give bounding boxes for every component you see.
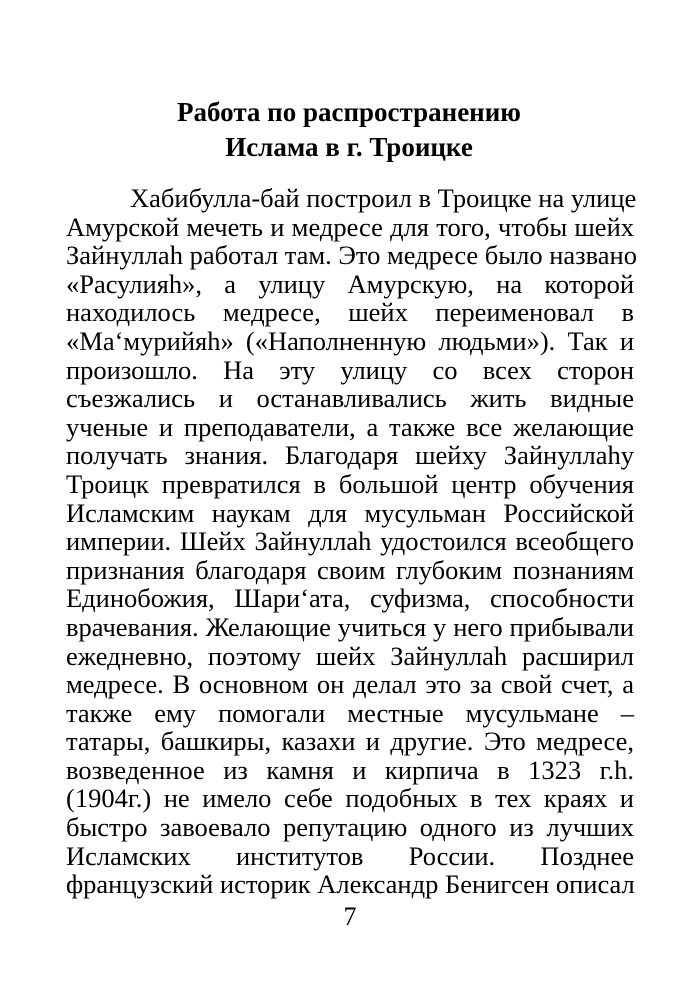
body-line: французский историк Александр Бенигсен описал — [66, 869, 635, 900]
body-line: находилось медресе, шейх переименовал в — [66, 297, 634, 328]
body-line: Исламским наукам для мусульман Российской — [66, 497, 634, 528]
body-line: Зайнуллаһ работал там. Это медресе было названо — [66, 240, 637, 271]
page-number: 7 — [343, 902, 357, 931]
body-line: получать знания. Благодаря шейху Зайнуллаһу — [66, 440, 634, 471]
body-line: ежедневно, поэтому шейх Зайнуллаһ расширил — [66, 640, 634, 671]
body-paragraph — [66, 183, 637, 900]
body-line: возведенное из камня и кирпича в 1323 г.һ. — [66, 754, 634, 785]
body-line: (1904г.) не имело себе подобных в тех краях и — [66, 783, 634, 814]
body-line: Хабибулла-бай построил в Троицке на улице — [130, 183, 637, 213]
body-line: татары, башкиры, казахи и другие. Это медресе, — [66, 726, 634, 757]
body-line: «Расулияһ», а улицу Амурскую, на которой — [66, 268, 634, 299]
body-line: быстро завоевало репутацию одного из лучших — [66, 812, 634, 843]
body-line: признания благодаря своим глубоким познаниям — [66, 554, 634, 585]
body-line: произошло. На эту улицу со всех сторон — [66, 354, 634, 385]
body-line: съезжались и останавливались жить видные — [66, 383, 634, 414]
section-title-line-2: Ислама в г. Троицке — [225, 132, 473, 162]
body-line: «Маʻмурийяһ» («Наполненную людьми»). Так и — [66, 325, 634, 356]
body-line: также ему помогали местные мусульмане – — [66, 697, 634, 728]
body-line: Исламских институтов России. Позднее — [66, 840, 634, 871]
body-line: ученые и преподаватели, а также все желающие — [66, 411, 634, 442]
body-line: империи. Шейх Зайнуллаһ удостоился всеобщего — [66, 526, 634, 557]
body-line: Единобожия, Шариʻата, суфизма, способности — [66, 583, 634, 614]
body-line: Амурской мечеть и медресе для того, чтобы шейх — [66, 211, 634, 242]
section-title-line-1: Работа по распространению — [177, 97, 521, 127]
body-line: медресе. В основном он делал это за свой счет, а — [66, 669, 634, 700]
body-line: Троицк превратился в большой центр обучения — [66, 468, 634, 499]
body-line: врачевания. Желающие учиться у него прибывали — [66, 611, 634, 642]
